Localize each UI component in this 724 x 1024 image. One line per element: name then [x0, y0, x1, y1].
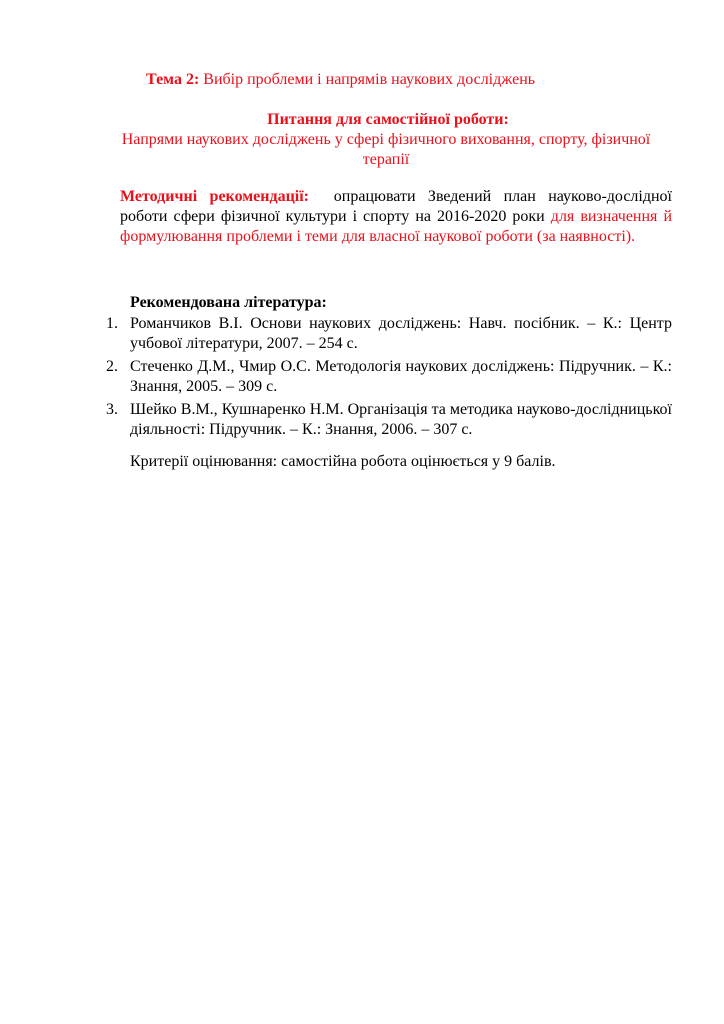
literature-item-number: 1.: [106, 315, 118, 332]
method-text-red: для визначення й формулювання проблеми і теми для власної наукової роботи (за наявності).: [120, 208, 673, 245]
questions-text: Напрями наукових досліджень у сфері фізичного виховання, спорту, фізичної терапії: [121, 131, 651, 168]
topic-label: Тема 2:: [146, 71, 200, 88]
literature-item-number: 3.: [106, 401, 118, 418]
literature-item-number: 2.: [106, 358, 118, 375]
assessment-criteria: Критерії оцінювання: самостійна робота оцінюється у 9 балів.: [130, 453, 556, 470]
literature-item-text: Шейко В.М., Кушнаренко Н.М. Організація та методика науково-дослідницької діяльності: Підручник. – К.: Знання, 2006. – 307 с.: [130, 401, 672, 438]
topic-title: Вибір проблеми і напрямів наукових досліджень: [203, 71, 536, 88]
topic-line: [146, 70, 535, 90]
method-label: Методичні рекомендації:: [120, 188, 310, 205]
method-text: опрацювати Зведений план науково-дослідної роботи сфери фізичної культури і спорту на 2016-2020 роки: [120, 188, 672, 225]
method-recommendations: [120, 187, 672, 247]
literature-item: [106, 400, 672, 440]
literature-list: [106, 314, 672, 443]
questions-heading: Питання для самостійної роботи:: [267, 111, 509, 128]
literature-item: [106, 357, 672, 397]
literature-item-text: Стеченко Д.М., Чмир О.С. Методологія наукових досліджень: Підручник. – К.: Знання, 2005. – 309 с.: [130, 358, 672, 395]
literature-item-text: Романчиков В.І. Основи наукових досліджень: Навч. посібник. – К.: Центр учбової літератури, 2007. – 254 с.: [130, 315, 672, 352]
literature-item: [106, 314, 672, 354]
literature-heading: Рекомендована література:: [130, 294, 327, 311]
